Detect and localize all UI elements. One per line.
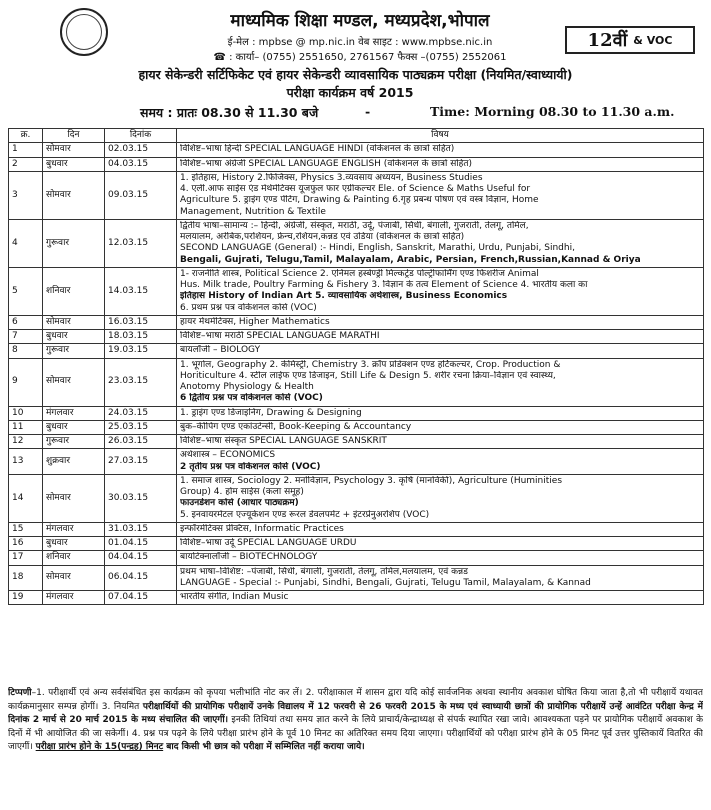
table-row: [9, 435, 704, 449]
row-subject: [177, 522, 704, 536]
row-subject: [177, 267, 704, 315]
row-date: 30.03.15: [105, 474, 177, 522]
row-subject: [177, 315, 704, 329]
subject-line: Hus. Milk trade, Poultry Farming & Fishery 3. विज्ञान के तत्व Element of Science 4. भारतीय कला का: [180, 280, 588, 290]
row-date: 02.03.15: [105, 143, 177, 157]
table-row: [9, 551, 704, 565]
row-date: 12.03.15: [105, 219, 177, 267]
subject-line: हायर मेथमेटिक्स, Higher Mathematics: [180, 316, 330, 327]
table-row: [9, 143, 704, 157]
subject-line: 1. ड्राइंग एण्ड डिजाइनिंग, Drawing & Designing: [180, 407, 362, 418]
row-serial: 1: [9, 143, 43, 157]
exam-title: हायर सेकेन्डरी सर्टिफिकेट एवं हायर सेकेन्डरी व्यावसायिक पाठ्यक्रम परीक्षा (नियमित/स्वाध्यायी): [138, 67, 573, 82]
row-date: 04.04.15: [105, 551, 177, 565]
row-serial: 10: [9, 406, 43, 420]
row-date: 31.03.15: [105, 522, 177, 536]
row-day: मंगलवार: [43, 522, 105, 536]
exam-schedule-table: [8, 128, 704, 605]
notes-text-1: –1. परीक्षार्थी एवं अन्य सर्वसंबंधित इस कार्यक्रम को कृपया भलीभांति नोट कर लें। 2. परीक्षाकाल में शासन द्वारा यदि कोई सार्वजनिक अथवा स्थानीय अवकाश घोषित किया जाता है,तो भी परीक्षायें यथावत कार्यक्रमानुसार सम्पन्न होगीं। 3. नियमित: [8, 688, 703, 712]
row-date: 06.04.15: [105, 565, 177, 591]
table-row: [9, 406, 704, 420]
row-subject: [177, 406, 704, 420]
row-subject: [177, 171, 704, 219]
row-day: बुधवार: [43, 157, 105, 171]
subject-line: Bengali, Gujrati, Telugu,Tamil, Malayalam, Arabic, Persian, French,Russian,Kannad & Oriya: [180, 254, 641, 265]
header-sr: क्र.: [9, 129, 43, 143]
row-date: 04.03.15: [105, 157, 177, 171]
row-day: शनिवार: [43, 551, 105, 565]
subject-line: 4. एली.आफ साईस एंड मेथेमेटिक्स यूजफुल फार एग्रीकल्चर Ele. of Science & Maths Useful for: [180, 184, 531, 194]
table-header-row: [9, 129, 704, 143]
notes-late-entry-rest: बाद किसी भी छात्र को परीक्षा में सम्मिलित नहीं कराया जाये।: [163, 742, 365, 752]
board-emblem-icon: [60, 8, 108, 56]
exam-time-english: Time: Morning 08.30 to 11.30 a.m.: [430, 104, 675, 119]
row-subject: [177, 157, 704, 171]
row-day: मंगलवार: [43, 406, 105, 420]
subject-line: Agriculture 5. ड्राइंग एण्ड पेंटिंग, Drawing & Painting 6.गृह प्रबन्ध पोषण एवं वस्त्र विज्ञान, Home: [180, 195, 539, 206]
row-day: गुरूवार: [43, 344, 105, 358]
row-serial: 11: [9, 420, 43, 434]
row-serial: 6: [9, 315, 43, 329]
subject-line: Horiticulture 4. स्टील लाईफ एण्ड डिजाइन, Still Life & Design 5. शरीर रचना क्रिया–विज्ञान एवं स्वास्थ्य,: [180, 370, 556, 381]
notes-label: टिप्पणी: [8, 688, 32, 698]
page-header: [0, 0, 711, 128]
notes-section: [8, 687, 703, 809]
exam-time-hindi: समय : प्रातः 08.30 से 11.30 बजे: [140, 105, 319, 120]
row-subject: [177, 219, 704, 267]
subject-line: 6 द्वितीय प्रश्न पत्र वोकेशनल कोर्स (VOC): [180, 393, 323, 404]
table-row: [9, 474, 704, 522]
row-date: 14.03.15: [105, 267, 177, 315]
row-serial: 5: [9, 267, 43, 315]
subject-line: अर्थशास्त्र – ECONOMICS: [180, 450, 276, 461]
table-row: [9, 591, 704, 605]
row-subject: [177, 358, 704, 406]
subject-line: Management, Nutrition & Textile: [180, 206, 326, 217]
row-day: बुधवार: [43, 420, 105, 434]
subject-line: SECOND LANGUAGE (General) :- Hindi, English, Sanskrit, Marathi, Urdu, Punjabi, Sindhi,: [180, 243, 575, 254]
row-serial: 17: [9, 551, 43, 565]
row-subject: [177, 420, 704, 434]
subject-line: 1. भूगोल, Geography 2. केमिस्ट्री, Chemistry 3. क्रॉप प्रोडेक्शन एण्ड हर्टिकल्चर, Crop. Production &: [180, 359, 561, 370]
table-row: [9, 420, 704, 434]
subject-line: Anotomy Physiology & Health: [180, 382, 314, 392]
table-row: [9, 330, 704, 344]
class-badge-sub: & VOC: [633, 33, 673, 47]
subject-line: भारतीय संगीत, Indian Music: [180, 592, 289, 602]
row-subject: [177, 143, 704, 157]
row-date: 16.03.15: [105, 315, 177, 329]
row-day: सोमवार: [43, 171, 105, 219]
subject-line: Group) 4. होम साईस (कला समूह): [180, 487, 304, 497]
subject-line: बुक–कीपिंग एण्ड एकांउटेन्सी, Book-Keeping & Accountancy: [180, 421, 412, 432]
row-date: 01.04.15: [105, 537, 177, 551]
subject-line: LANGUAGE - Special :- Punjabi, Sindhi, Bengali, Gujrati, Telugu Tamil, Malayalam, & Kannad: [180, 577, 591, 588]
row-day: गुरूवार: [43, 219, 105, 267]
subject-line: इन्फॉरमेटिक्स प्रेक्टिस, Informatic Practices: [180, 523, 344, 534]
row-date: 23.03.15: [105, 358, 177, 406]
subject-line: विशिष्ट–भाषा मराठी SPECIAL LANGUAGE MARATHI: [180, 331, 380, 341]
subject-line: 2 तृतीय प्रश्न पत्र वोकेशनल कोर्स (VOC): [180, 461, 321, 472]
row-day: शुक्रवार: [43, 449, 105, 475]
row-day: सोमवार: [43, 143, 105, 157]
subject-line: 5. इनवायरमेंटल एज्यूकेशन एण्ड रूरल डेवलपमेंट + इंटरप्रेनुअरशिप (VOC): [180, 509, 430, 520]
row-serial: 2: [9, 157, 43, 171]
subject-line: 1. समाज शास्त्र, Sociology 2. मनोविज्ञान, Psychology 3. कृषि (मानविकी), Agriculture (Huminities: [180, 475, 563, 486]
row-date: 25.03.15: [105, 420, 177, 434]
row-serial: 19: [9, 591, 43, 605]
row-serial: 13: [9, 449, 43, 475]
table-row: [9, 449, 704, 475]
email-website-line: ई-मेल : mpbse @ mp.nic.in वेब साइट : www.mpbse.nic.in: [227, 37, 493, 48]
subject-line: इतिहास History of Indian Art 5. व्यावसायिक अर्थशास्त्र, Business Economics: [180, 291, 508, 302]
exam-time-separator: -: [365, 104, 371, 119]
table-row: [9, 157, 704, 171]
subject-line: विशिष्ट–भाषा हिन्दी SPECIAL LANGUAGE HINDI (वोकेशनल के छात्रों सहित): [180, 144, 455, 155]
class-badge: [565, 26, 695, 54]
header-subject: विषय: [177, 129, 704, 143]
row-serial: 4: [9, 219, 43, 267]
subject-line: विशिष्ट–भाषा संस्कृत SPECIAL LANGUAGE SANSKRIT: [180, 436, 387, 446]
row-subject: [177, 474, 704, 522]
row-subject: [177, 551, 704, 565]
notes-practical-dates: परीक्षार्थियों की प्रायोगिक परीक्षायें उनके विद्यालय में 12 फरवरी से 26 फरवरी 2015 के मध्य एवं स्वाध्यायी छात्रों की प्रायोगिक परीक्षायें उन्हें आवंटित परीक्षा केन्द्र में दिनांक 2 मार्च से 20 मार्च 2015 के मध्य संचालित की जाएगीं।: [8, 701, 703, 725]
row-day: गुरूवार: [43, 435, 105, 449]
table-row: [9, 344, 704, 358]
subject-line: मलयालम, अरेबिक,परशियन, फ्रेन्च,रशियन,कन्नड एवं उडिया (वोकेशनल के छात्रों सहित): [180, 232, 465, 242]
row-subject: [177, 344, 704, 358]
subject-line: 1. इतिहास, History 2.फिजिक्स, Physics 3.व्यवसाय अध्ययन, Business Studies: [180, 172, 483, 183]
row-day: सोमवार: [43, 474, 105, 522]
table-row: [9, 565, 704, 591]
subject-line: 1- राजनीति शास्त्र, Political Science 2. एनिमल हस्बेण्ड्री मिल्कट्रेड पोल्ट्रीफार्मिंग एण्ड फिशरीज Animal: [180, 268, 539, 279]
exam-subtitle: परीक्षा कार्यक्रम वर्ष 2015: [286, 85, 414, 100]
row-serial: 14: [9, 474, 43, 522]
row-subject: [177, 591, 704, 605]
row-serial: 8: [9, 344, 43, 358]
row-date: 24.03.15: [105, 406, 177, 420]
subject-line: प्रथम भाषा–विशिष्ट: –पंजाबी, सिंधी, बंगाली, गुजराती, तेलगू, तमिल,मलयालम, एवं कन्नड: [180, 566, 468, 577]
table-row: [9, 267, 704, 315]
header-day: दिन: [43, 129, 105, 143]
row-serial: 9: [9, 358, 43, 406]
subject-line: बायलॉजी – BIOLOGY: [180, 345, 261, 356]
notes-text-2: इनकी तिथियां तथा समय ज्ञात करने के लिये प्राचार्य/केन्द्राध्यक्ष से संपर्क स्थापित रखा जावे। आवश्यकता पड़ने पर प्रायोगिक परीक्षायें अवकाश के दिनों में भी आयोजित की जा सकेगीं। 4. प्रश्न पत्र पढ़ने के लिये परीक्षा प्रारंभ होने के पूर्व 10 मिनट का अतिरिक्त समय दिया जाएगा। परीक्षार्थियों को परीक्षा प्रारंभ होने के 05 मिनट पूर्व उत्तर पुस्तिकायें वितरित की जाएगीं।: [8, 715, 703, 752]
row-subject: [177, 330, 704, 344]
table-row: [9, 358, 704, 406]
row-serial: 7: [9, 330, 43, 344]
row-serial: 3: [9, 171, 43, 219]
row-serial: 18: [9, 565, 43, 591]
subject-line: फाउनडेशन कोर्स (आधार पाठ्यक्रम): [180, 498, 299, 509]
phone-fax-line: ☎ : कार्या– (0755) 2551650, 2761567 फैक्स –(0755) 2552061: [213, 52, 507, 63]
notes-late-entry-rule: परीक्षा प्रारंभ होने के 15(पन्द्रह) मिनट: [35, 742, 164, 752]
subject-line: 6. प्रथम प्रश्न पत्र वोकेशनल कोर्स (VOC): [180, 302, 317, 313]
row-subject: [177, 565, 704, 591]
exam-time-row: [120, 104, 680, 124]
row-date: 19.03.15: [105, 344, 177, 358]
subject-line: विशिष्ट–भाषा उर्दू SPECIAL LANGUAGE URDU: [180, 538, 357, 548]
row-date: 26.03.15: [105, 435, 177, 449]
row-day: बुधवार: [43, 537, 105, 551]
row-day: शनिवार: [43, 267, 105, 315]
table-row: [9, 171, 704, 219]
subject-line: विशिष्ट–भाषा अंग्रेजी SPECIAL LANGUAGE ENGLISH (वोकेशनल के छात्रों सहित): [180, 158, 473, 169]
row-day: सोमवार: [43, 315, 105, 329]
table-row: [9, 522, 704, 536]
table-row: [9, 315, 704, 329]
subject-line: बायोटेक्नालॉजी – BIOTECHNOLOGY: [180, 552, 318, 563]
header-date: दिनांक: [105, 129, 177, 143]
row-date: 07.04.15: [105, 591, 177, 605]
row-date: 09.03.15: [105, 171, 177, 219]
row-day: मंगलवार: [43, 591, 105, 605]
row-day: सोमवार: [43, 358, 105, 406]
row-subject: [177, 449, 704, 475]
class-badge-main: 12वीं: [587, 30, 628, 51]
row-date: 27.03.15: [105, 449, 177, 475]
row-day: सोमवार: [43, 565, 105, 591]
board-name: माध्यमिक शिक्षा मण्डल, मध्यप्रदेश,भोपाल: [230, 11, 490, 31]
row-subject: [177, 537, 704, 551]
row-day: बुधवार: [43, 330, 105, 344]
table-row: [9, 537, 704, 551]
row-serial: 16: [9, 537, 43, 551]
table-row: [9, 219, 704, 267]
row-subject: [177, 435, 704, 449]
row-date: 18.03.15: [105, 330, 177, 344]
subject-line: द्वितीय भाषा–सामान्य :– हिन्दी, अंग्रेजी, संस्कृत, मराठी, उर्दू, पंजाबी, सिंधी, बंगाली, गुजराती, तेलगू, तमिल,: [180, 220, 529, 231]
row-serial: 15: [9, 522, 43, 536]
row-serial: 12: [9, 435, 43, 449]
